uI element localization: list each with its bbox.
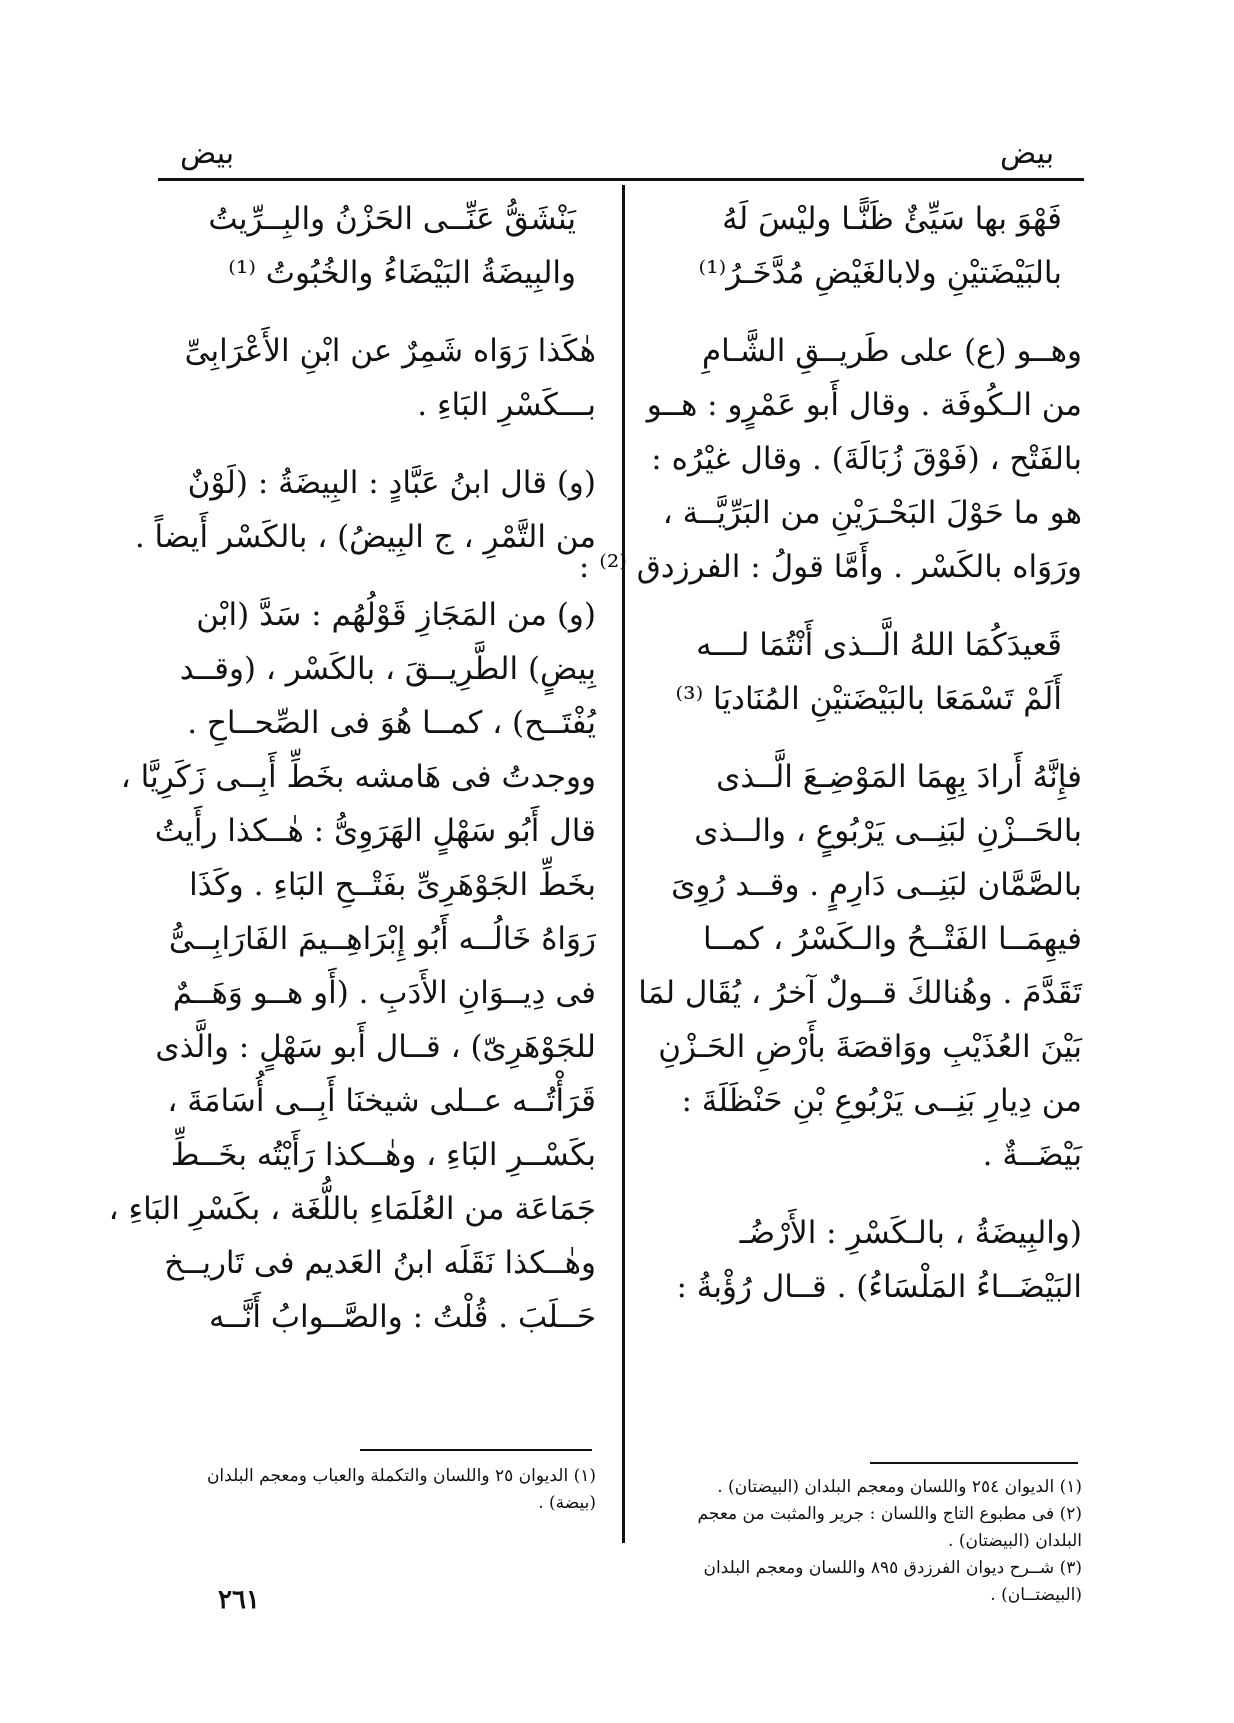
text-line: ووجدتُ فى هَامشه بخَطِّ أَبِــى زَكَرِيَّا ، — [120, 759, 596, 795]
text-line: رَوَاهُ خَالُــه أَبُو إِبْرَاهِــيمَ الفَارَابِــىُّ — [168, 921, 596, 957]
footnote: (٣) شــرح ديوان الفرزدق ٨٩٥ واللسان ومعجم البلدان — [703, 1558, 1082, 1578]
text-line: للجَوْهَرِىّ) ، قــال أَبو سَهْلٍ : والَّذى — [155, 1029, 596, 1065]
text-line: ورَوَاه بالكَسْر . وأَمَّا قولُ : الفرزدق ⁽²⁾ : — [578, 549, 1082, 585]
text-line: قَرَأْتُــه عــلى شيخنَا أَبِــى أُسَامَةَ ، — [167, 1083, 596, 1119]
header-entry-word-right: بيض — [1000, 136, 1055, 171]
text-line: قال أَبُو سَهْلٍ الهَرَوِىُّ : هٰــكذا رأَيتُ — [154, 813, 596, 849]
text-line: هٰكَذا رَوَاه شَمِرٌ عن ابْنِ الأَعْرَابِىِّ — [184, 333, 596, 369]
text-line: من التَّمْرِ ، ج البِيضُ) ، بالكَسْر أَيضاً . — [134, 519, 596, 555]
text-line: بكَسْــرِ البَاءِ ، وهٰــكذا رَأَيْتُه بخَــطِّ — [170, 1137, 596, 1173]
footnotes-left — [160, 1463, 596, 1517]
text-line: بالفَتْح ، (فَوْقَ زُبَالَةَ) . وقال غيْرُه : — [651, 441, 1082, 477]
verse-line: قَعيدَكُمَا اللهُ الَّــذى أَنْتُمَا لـــه — [696, 627, 1062, 663]
text-line: (والبِيضَةُ ، بالـكَسْرِ : الأَرْضُـ — [739, 1215, 1082, 1251]
text-line: حَــلَبَ . قُلْتُ : والصَّــوابُ أَنَّــه — [208, 1299, 596, 1335]
text-line: بخَطِّ الجَوْهَرِىِّ بفَتْــحِ البَاءِ . وكَذَا — [189, 867, 596, 903]
text-line: بَيْضَــةٌ . — [982, 1137, 1082, 1173]
page-number: ٢٦١ — [218, 1585, 260, 1615]
text-line: فيهِمَــا الفَتْــحُ والـكَسْرُ ، كمــا — [703, 921, 1082, 957]
text-line: بالحَــزْنِ لبَنِــى يَرْبُوعٍ ، والــذى — [694, 813, 1082, 849]
text-line: بِيضٍ) الطَّرِيــقَ ، بالكَسْر ، (وقــد — [179, 651, 596, 687]
text-line: من الـكُوفَة . وقال أَبو عَمْرٍو : هــو — [646, 387, 1082, 423]
footnotes-right — [654, 1474, 1082, 1609]
text-line: بـــكَسْرِ البَاءِ . — [417, 387, 596, 423]
text-line: (و) قال ابنُ عَبَّادٍ : البِيضَةُ : (لَوْنٌ — [187, 465, 596, 501]
verse-line: بالبَيْضَتيْنِ ولابالغَيْضِ مُدَّخَـرُ⁽¹⁾ — [698, 255, 1062, 291]
footnote: (البيضتــان) . — [990, 1585, 1082, 1605]
text-line: جَمَاعَة من العُلَمَاءِ باللُّغَة ، بكَسْرِ البَاءِ ، — [108, 1191, 596, 1227]
verse-line: أَلَمْ تَسْمَعَا بالبَيْضَتيْنِ المُنَاديَا ⁽³⁾ — [675, 681, 1062, 717]
text-line: من دِيارِ بَنِــى يَرْبُوعِ بْنِ حَنْظَلَةَ : — [681, 1083, 1082, 1119]
footnote: البلدان (البيضتان) . — [948, 1531, 1082, 1551]
footnote: (١) الديوان ٢٥ واللسان والتكملة والعباب ومعجم البلدان — [206, 1466, 596, 1486]
text-line: يُفْتَــح) ، كمــا هُوَ فى الصِّحــاحِ . — [187, 705, 596, 741]
text-line: بَيْنَ العُذَيْبِ ووَاقصَةَ بأَرْضِ الحَـزْنِ — [658, 1029, 1082, 1065]
right-column — [578, 192, 1082, 1314]
text-line: البَيْضَــاءُ المَلْسَاءُ) . قــال رُؤْبةُ : — [676, 1269, 1082, 1305]
header-entry-word-left: بيض — [180, 136, 235, 171]
footnote: (١) الديوان ٢٥٤ واللسان ومعجم البلدان (البيضتان) . — [717, 1477, 1082, 1497]
verse-line: والبِيضَةُ البَيْضَاءُ والخُبُوتُ ⁽¹⁾ — [228, 255, 576, 291]
text-line: وهٰــكذا نَقَلَه ابنُ العَديم فى تَاريــخ — [164, 1245, 596, 1281]
text-line: هو ما حَوْلَ البَحْـرَيْنِ من البَرِّيَّــة ، — [662, 495, 1082, 531]
footnote: (بيضة) . — [538, 1493, 596, 1513]
verse-line: فَهْوَ بها سَيِّئٌ ظَنًّـا وليْسَ لَهُ — [722, 201, 1062, 237]
text-line: بالصَّمَّان لبَنِــى دَارِمٍ . وقــد رُوِىَ — [671, 867, 1082, 903]
text-line: وهــو (ع) على طَريــقِ الشَّـامِ — [701, 333, 1082, 369]
header-divider — [158, 178, 1084, 181]
left-column — [108, 192, 596, 1344]
text-line: تَقَدَّمَ . وهُنالكَ قــولٌ آخرُ ، يُقَال لمَا — [638, 975, 1082, 1011]
verse-line: يَنْشَقُّ عَنِّــى الحَزْنُ والبِــرِّيتُ — [208, 201, 576, 237]
column-divider — [622, 185, 625, 1543]
footnote: (٢) فى مطبوع التاج واللسان : جرير والمثبت من معجم — [697, 1504, 1082, 1524]
footnote-divider-left — [360, 1449, 592, 1451]
footnote-divider-right — [870, 1462, 1078, 1464]
text-line: فى دِيــوَانِ الأَدَبِ . (أَو هــو وَهَــمٌ — [172, 975, 596, 1011]
text-line: فإِنَّهُ أَرادَ بِهِمَا المَوْضِـعَ الَّــذى — [716, 759, 1082, 795]
text-line: (و) من المَجَازِ قَوْلُهُم : سَدَّ (ابْن — [196, 597, 596, 633]
